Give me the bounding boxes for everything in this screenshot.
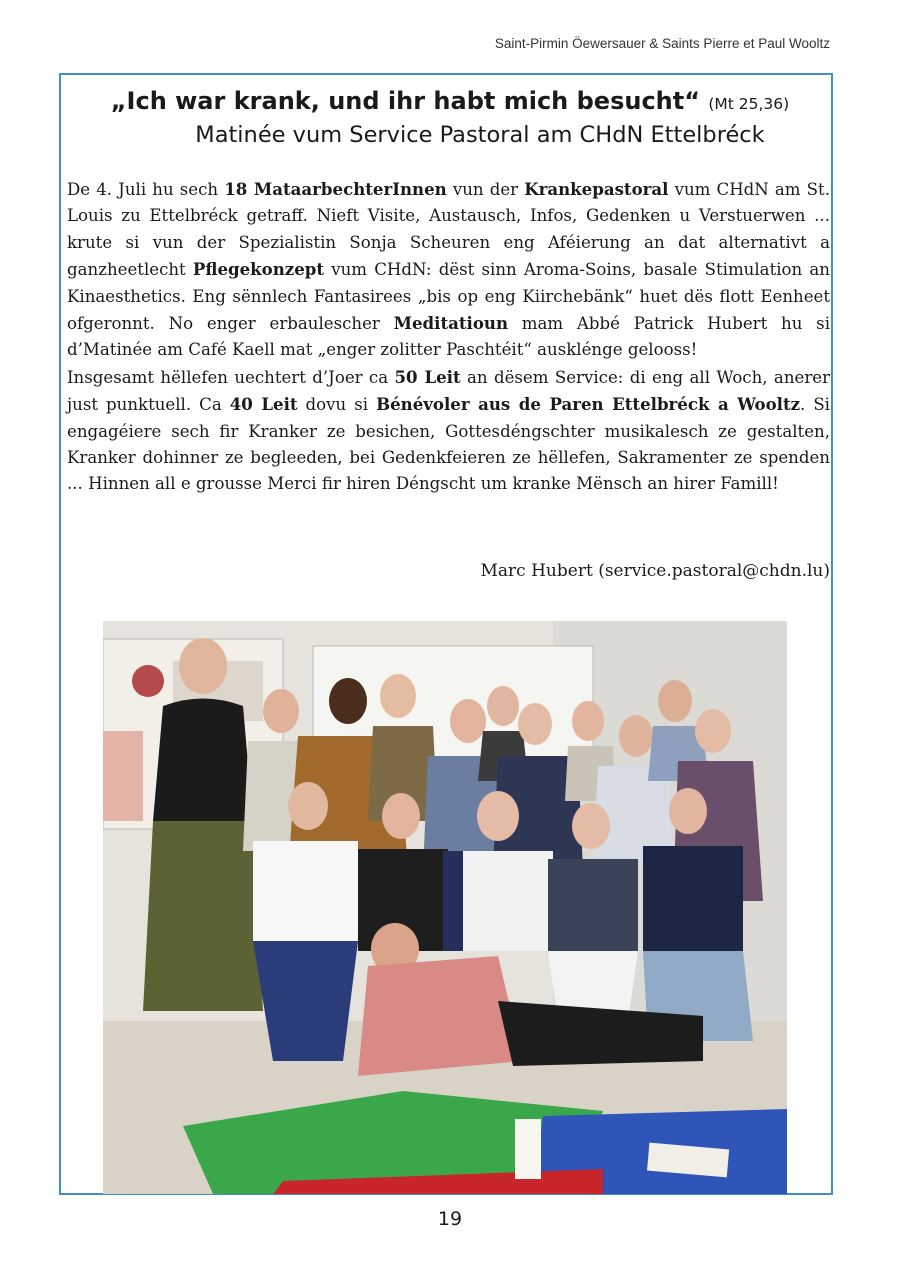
bold-run: Meditatioun [393,313,509,334]
text-run: Insgesamt hëllefen uechtert d’Joer ca [67,367,395,387]
bold-run: Krankepastoral [524,179,669,199]
article-title [0,86,900,119]
text-run: an dësem Service: di eng all Woch, anerer just punktuell. Ca [67,367,831,415]
group-photo [103,621,787,1194]
text-run: vun der [446,180,525,199]
text-run: vum CHdN: dëst sinn Aroma-Soins, basale Stimulation an Kinaesthetics. Eng sënnlech Fantasirees „bis op eng Kiirchebänk“ huet dës flott Eenheet ofgeronnt. No enger erbaulescher [67,260,830,334]
text-run: . Si engagéiere sech fir Kranker ze besichen, Gottesdéngschter musikalesch ze gestalten, Kranker dohinner ze begleeden, bei Gedenkfeieren ze hëllefen, Sakramenter ze spenden ... Hinnen all e grousse Merci fir hiren Déngscht um kranke Mënsch an hirer Famill! [67,395,830,494]
bold-run: Pflegekonzept [192,259,325,280]
text-run: mam Abbé Patrick Hubert hu si d’Matinée am Café Kaell mat „enger zolitter Paschtéit“ ausklénge gelooss! [67,314,831,360]
bold-run: 40 Leit [229,394,298,415]
author-signature: Marc Hubert (service.pastoral@chdn.lu) [480,561,830,581]
bold-run: 18 MataarbechterInnen [224,179,447,199]
article-subtitle: Matinée vum Service Pastoral am CHdN Ettelbréck [195,122,765,148]
title-text: „Ich war krank, und ihr habt mich besucht“ [110,87,700,115]
text-run: De 4. Juli hu sech [67,180,225,199]
paragraph-2 [67,364,830,498]
photo-candle [515,1119,541,1179]
page-number: 19 [437,1208,463,1230]
bold-run: Bénévoler aus de Paren Ettelbréck a Wooltz [376,394,801,415]
paragraph-1 [67,176,830,364]
running-header: Saint-Pirmin Öewersauer & Saints Pierre et Paul Wooltz [494,36,830,51]
text-run: vum CHdN am St. Louis zu Ettelbréck getraff. Nieft Visite, Austausch, Infos, Gedenken u Verstuerwen ... krute si vun der Spezialistin Sonja Scheuren eng Aféierung an dat alternativt a ganzheetlecht [67,180,830,280]
article-body [67,176,830,498]
bold-run: 50 Leit [394,366,461,387]
text-run: dovu si [297,395,377,415]
title-scripture-reference: (Mt 25,36) [708,95,790,113]
